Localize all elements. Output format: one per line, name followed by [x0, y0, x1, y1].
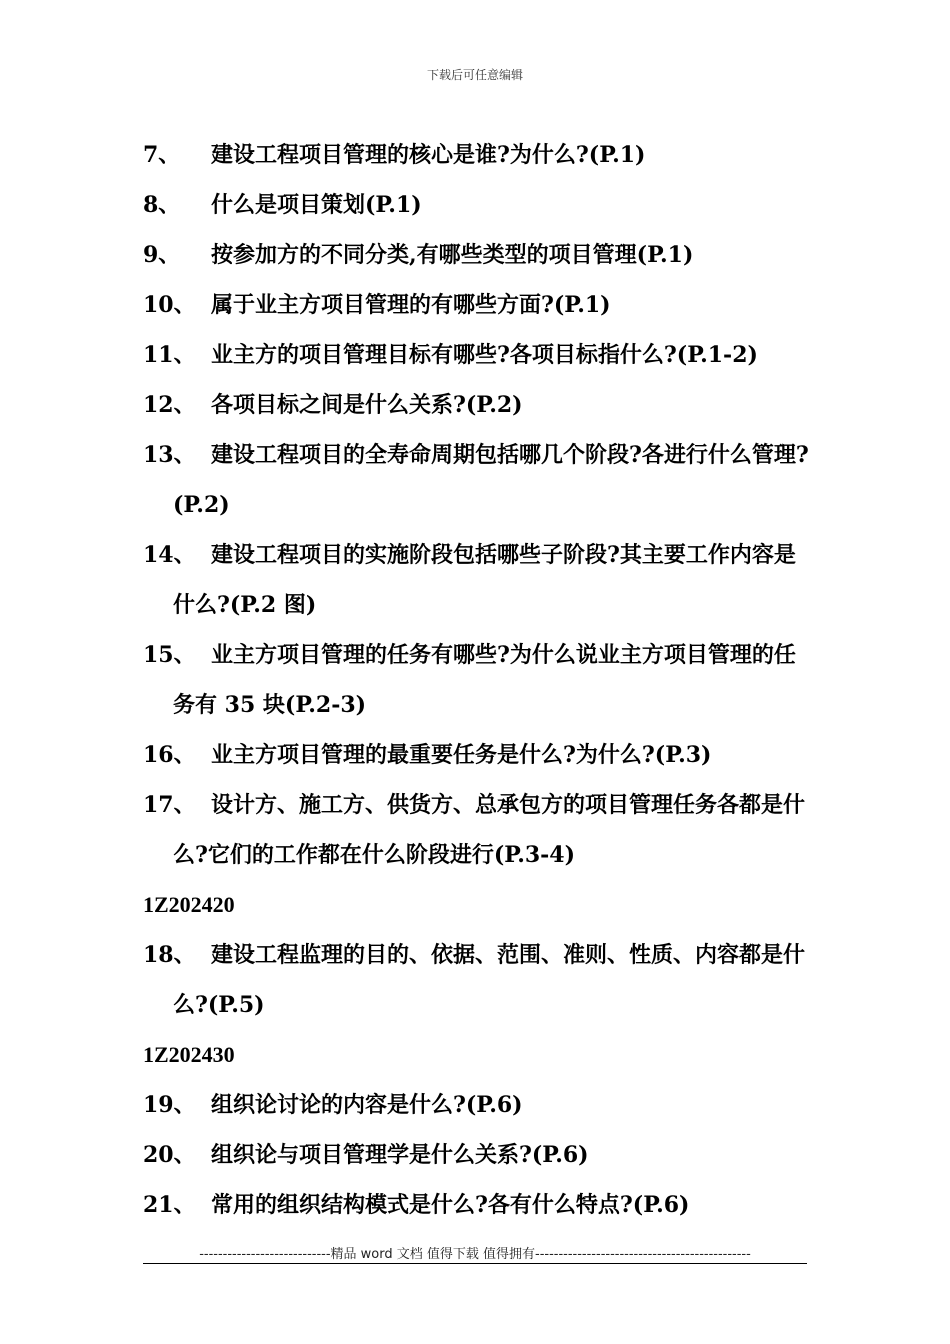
question-number: 20、 — [143, 1142, 196, 1168]
question-list — [143, 130, 811, 1230]
question-text: 建设工程监理的目的、依据、范围、准则、性质、内容都是什么?(P.5) — [173, 942, 806, 1018]
question-item — [143, 1180, 811, 1230]
question-text: 什么是项目策划(P.1) — [211, 192, 422, 218]
question-item — [143, 730, 811, 780]
question-number: 15、 — [143, 642, 196, 668]
question-number: 12、 — [143, 392, 196, 418]
question-number: 17、 — [143, 792, 196, 818]
question-item — [143, 630, 811, 730]
question-item — [143, 930, 811, 1030]
question-item — [143, 1080, 811, 1130]
question-item — [143, 1130, 811, 1180]
question-item — [143, 280, 811, 330]
question-number: 18、 — [143, 942, 196, 968]
question-item — [143, 530, 811, 630]
question-text: 组织论讨论的内容是什么?(P.6) — [211, 1092, 523, 1118]
question-item — [143, 180, 811, 230]
question-number: 9、 — [143, 242, 181, 268]
question-text: 设计方、施工方、供货方、总承包方的项目管理任务各都是什么?它们的工作都在什么阶段进行(P.3-4) — [173, 792, 806, 868]
question-text: 业主方的项目管理目标有哪些?各项目标指什么?(P.1-2) — [211, 342, 758, 368]
page-footer: ----------------------------精品 word 文档 值得下载 值得拥有---------------------------------------------- — [199, 1247, 751, 1262]
question-item — [143, 780, 811, 880]
question-item — [143, 330, 811, 380]
footer-divider — [143, 1263, 807, 1264]
question-item — [143, 430, 811, 530]
question-text: 建设工程项目的实施阶段包括哪些子阶段?其主要工作内容是什么?(P.2 图) — [173, 542, 796, 618]
section-code: 1Z202420 — [143, 892, 235, 917]
question-text: 按参加方的不同分类,有哪些类型的项目管理(P.1) — [211, 242, 694, 268]
question-text: 建设工程项目管理的核心是谁?为什么?(P.1) — [211, 142, 646, 168]
question-number: 13、 — [143, 442, 196, 468]
question-number: 10、 — [143, 292, 196, 318]
question-text: 建设工程项目的全寿命周期包括哪几个阶段?各进行什么管理?(P.2) — [173, 442, 809, 518]
question-text: 常用的组织结构模式是什么?各有什么特点?(P.6) — [211, 1192, 690, 1218]
question-text: 业主方项目管理的最重要任务是什么?为什么?(P.3) — [211, 742, 712, 768]
question-text: 组织论与项目管理学是什么关系?(P.6) — [211, 1142, 589, 1168]
question-text: 属于业主方项目管理的有哪些方面?(P.1) — [211, 292, 611, 318]
question-text: 各项目标之间是什么关系?(P.2) — [211, 392, 523, 418]
question-item — [143, 230, 811, 280]
question-item — [143, 130, 811, 180]
question-number: 16、 — [143, 742, 196, 768]
question-number: 21、 — [143, 1192, 196, 1218]
question-number: 11、 — [143, 342, 196, 368]
question-number: 8、 — [143, 192, 181, 218]
question-number: 19、 — [143, 1092, 196, 1118]
section-code: 1Z202430 — [143, 1042, 235, 1067]
question-number: 14、 — [143, 542, 196, 568]
question-text: 业主方项目管理的任务有哪些?为什么说业主方项目管理的任务有 35 块(P.2-3) — [173, 642, 796, 718]
question-number: 7、 — [143, 142, 181, 168]
page-header: 下载后可任意编辑 — [426, 68, 523, 82]
question-item — [143, 380, 811, 430]
